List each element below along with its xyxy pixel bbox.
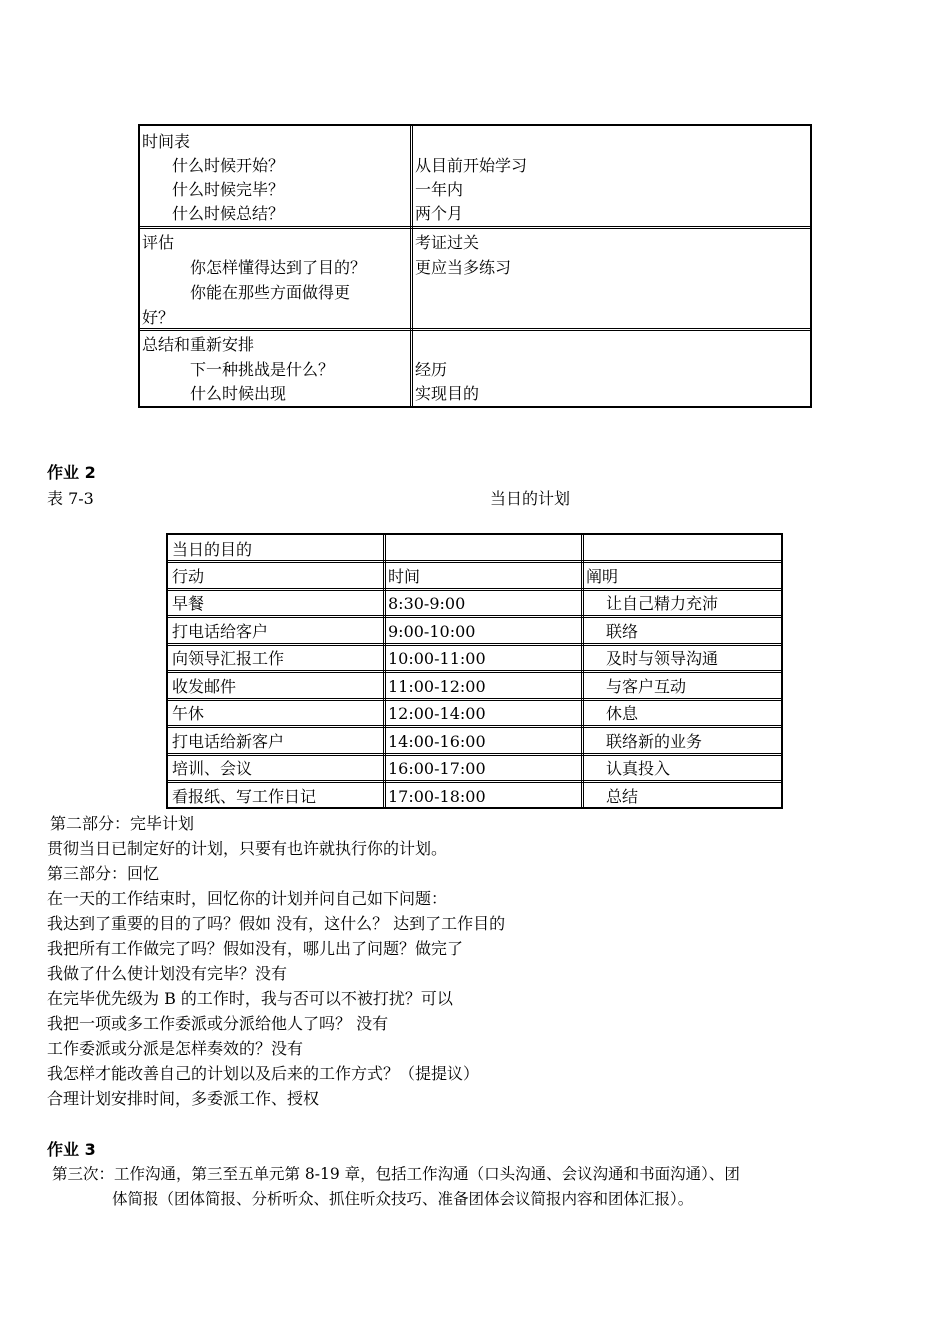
table-cell: 9:00-10:00 [388,622,476,641]
table-cell: 17:00-18:00 [388,787,486,806]
table-cell: 16:00-17:00 [388,759,486,778]
assignment-3-text-line2: 体简报（团体简报、分析听众、抓住听众技巧、准备团体会议简报内容和团体汇报）。 [112,1190,694,1208]
question-line: 在完毕优先级为 B 的工作时，我与否可以不被打扰？可以 [47,989,453,1008]
question-line: 我把所有工作做完了吗？假如没有，哪儿出了问题？做完了 [47,939,464,958]
table-cell: 14:00-16:00 [388,732,486,751]
table-cell: 打电话给客户 [172,622,269,641]
table-cell: 12:00-14:00 [388,704,486,723]
table-cell: 认真投入 [606,759,671,778]
table-cell: 10:00-11:00 [388,649,486,668]
column-divider [410,126,413,406]
table-cell: 下一种挑战是什么？ [190,360,335,379]
question-line: 工作委派或分派是怎样奏效的？没有 [47,1039,304,1058]
table-cell: 你怎样懂得达到了目的？ [190,258,367,277]
section-heading: 第二部分：完毕计划 [50,814,195,833]
table-header-cell: 当日的目的 [172,540,253,559]
column-header: 阐明 [586,567,619,586]
table-cell: 从目前开始学习 [415,156,528,175]
table-cell: 联络新的业务 [606,732,703,751]
row-divider [168,560,781,563]
table-cell: 收发邮件 [172,677,237,696]
table-title: 当日的计划 [490,489,571,508]
table-cell: 总结和重新安排 [142,335,255,354]
table-cell: 一年内 [415,180,464,199]
row-divider [140,328,810,331]
table-cell: 让自己精力充沛 [606,594,719,613]
paragraph: 贯彻当日已制定好的计划，只要有也许就执行你的计划。 [47,839,448,858]
table-cell: 什么时候完毕？ [172,180,285,199]
table-cell: 时间表 [142,132,191,151]
table-cell: 实现目的 [415,384,480,403]
question-line: 我把一项或多工作委派或分派给他人了吗？ 没有 [47,1014,389,1033]
table-cell: 培训、会议 [172,759,253,778]
table-cell: 评估 [142,233,175,252]
assignment-3-heading: 作业 3 [47,1140,96,1159]
row-divider [140,226,810,229]
table-cell: 好？ [142,308,175,327]
table-cell: 什么时候总结？ [172,204,285,223]
answer-line: 合理计划安排时间，多委派工作、授权 [47,1089,320,1108]
question-line: 我达到了重要的目的了吗？假如 没有，这什么？ 达到了工作目的 [47,914,506,933]
table-cell: 你能在那些方面做得更 [190,283,351,302]
table-cell: 休息 [606,704,639,723]
daily-plan-table [166,533,783,809]
table-cell: 更应当多练习 [415,258,512,277]
assignment-2-heading: 作业 2 [47,463,96,482]
table-cell: 8:30-9:00 [388,594,466,613]
table-cell: 什么时候开始？ [172,156,285,175]
table-cell: 早餐 [172,594,205,613]
table-cell: 经历 [415,360,448,379]
table-cell: 向领导汇报工作 [172,649,285,668]
table-cell: 两个月 [415,204,464,223]
table-cell: 考证过关 [415,233,480,252]
section-heading: 第三部分：回忆 [47,864,160,883]
column-header: 时间 [388,567,421,586]
paragraph: 在一天的工作结束时，回忆你的计划并问自己如下问题： [47,889,448,908]
table-cell: 看报纸、写工作日记 [172,787,317,806]
column-header: 行动 [172,567,205,586]
question-line: 我做了什么使计划没有完毕？没有 [47,964,288,983]
table-cell: 打电话给新客户 [172,732,285,751]
table-label: 表 7-3 [47,489,94,508]
row-divider [168,588,781,591]
table-cell: 及时与领导沟通 [606,649,719,668]
schedule-table [138,124,812,408]
table-cell: 与客户互动 [606,677,687,696]
question-line: 我怎样才能改善自己的计划以及后来的工作方式？（提提议） [47,1064,480,1083]
table-cell: 总结 [606,787,639,806]
table-cell: 11:00-12:00 [388,677,486,696]
table-cell: 什么时候出现 [190,384,287,403]
table-cell: 联络 [606,622,639,641]
assignment-3-text-line1: 第三次：工作沟通，第三至五单元第 8-19 章，包括工作沟通（口头沟通、会议沟通和书面沟通）、团 [52,1165,740,1183]
table-cell: 午休 [172,704,205,723]
